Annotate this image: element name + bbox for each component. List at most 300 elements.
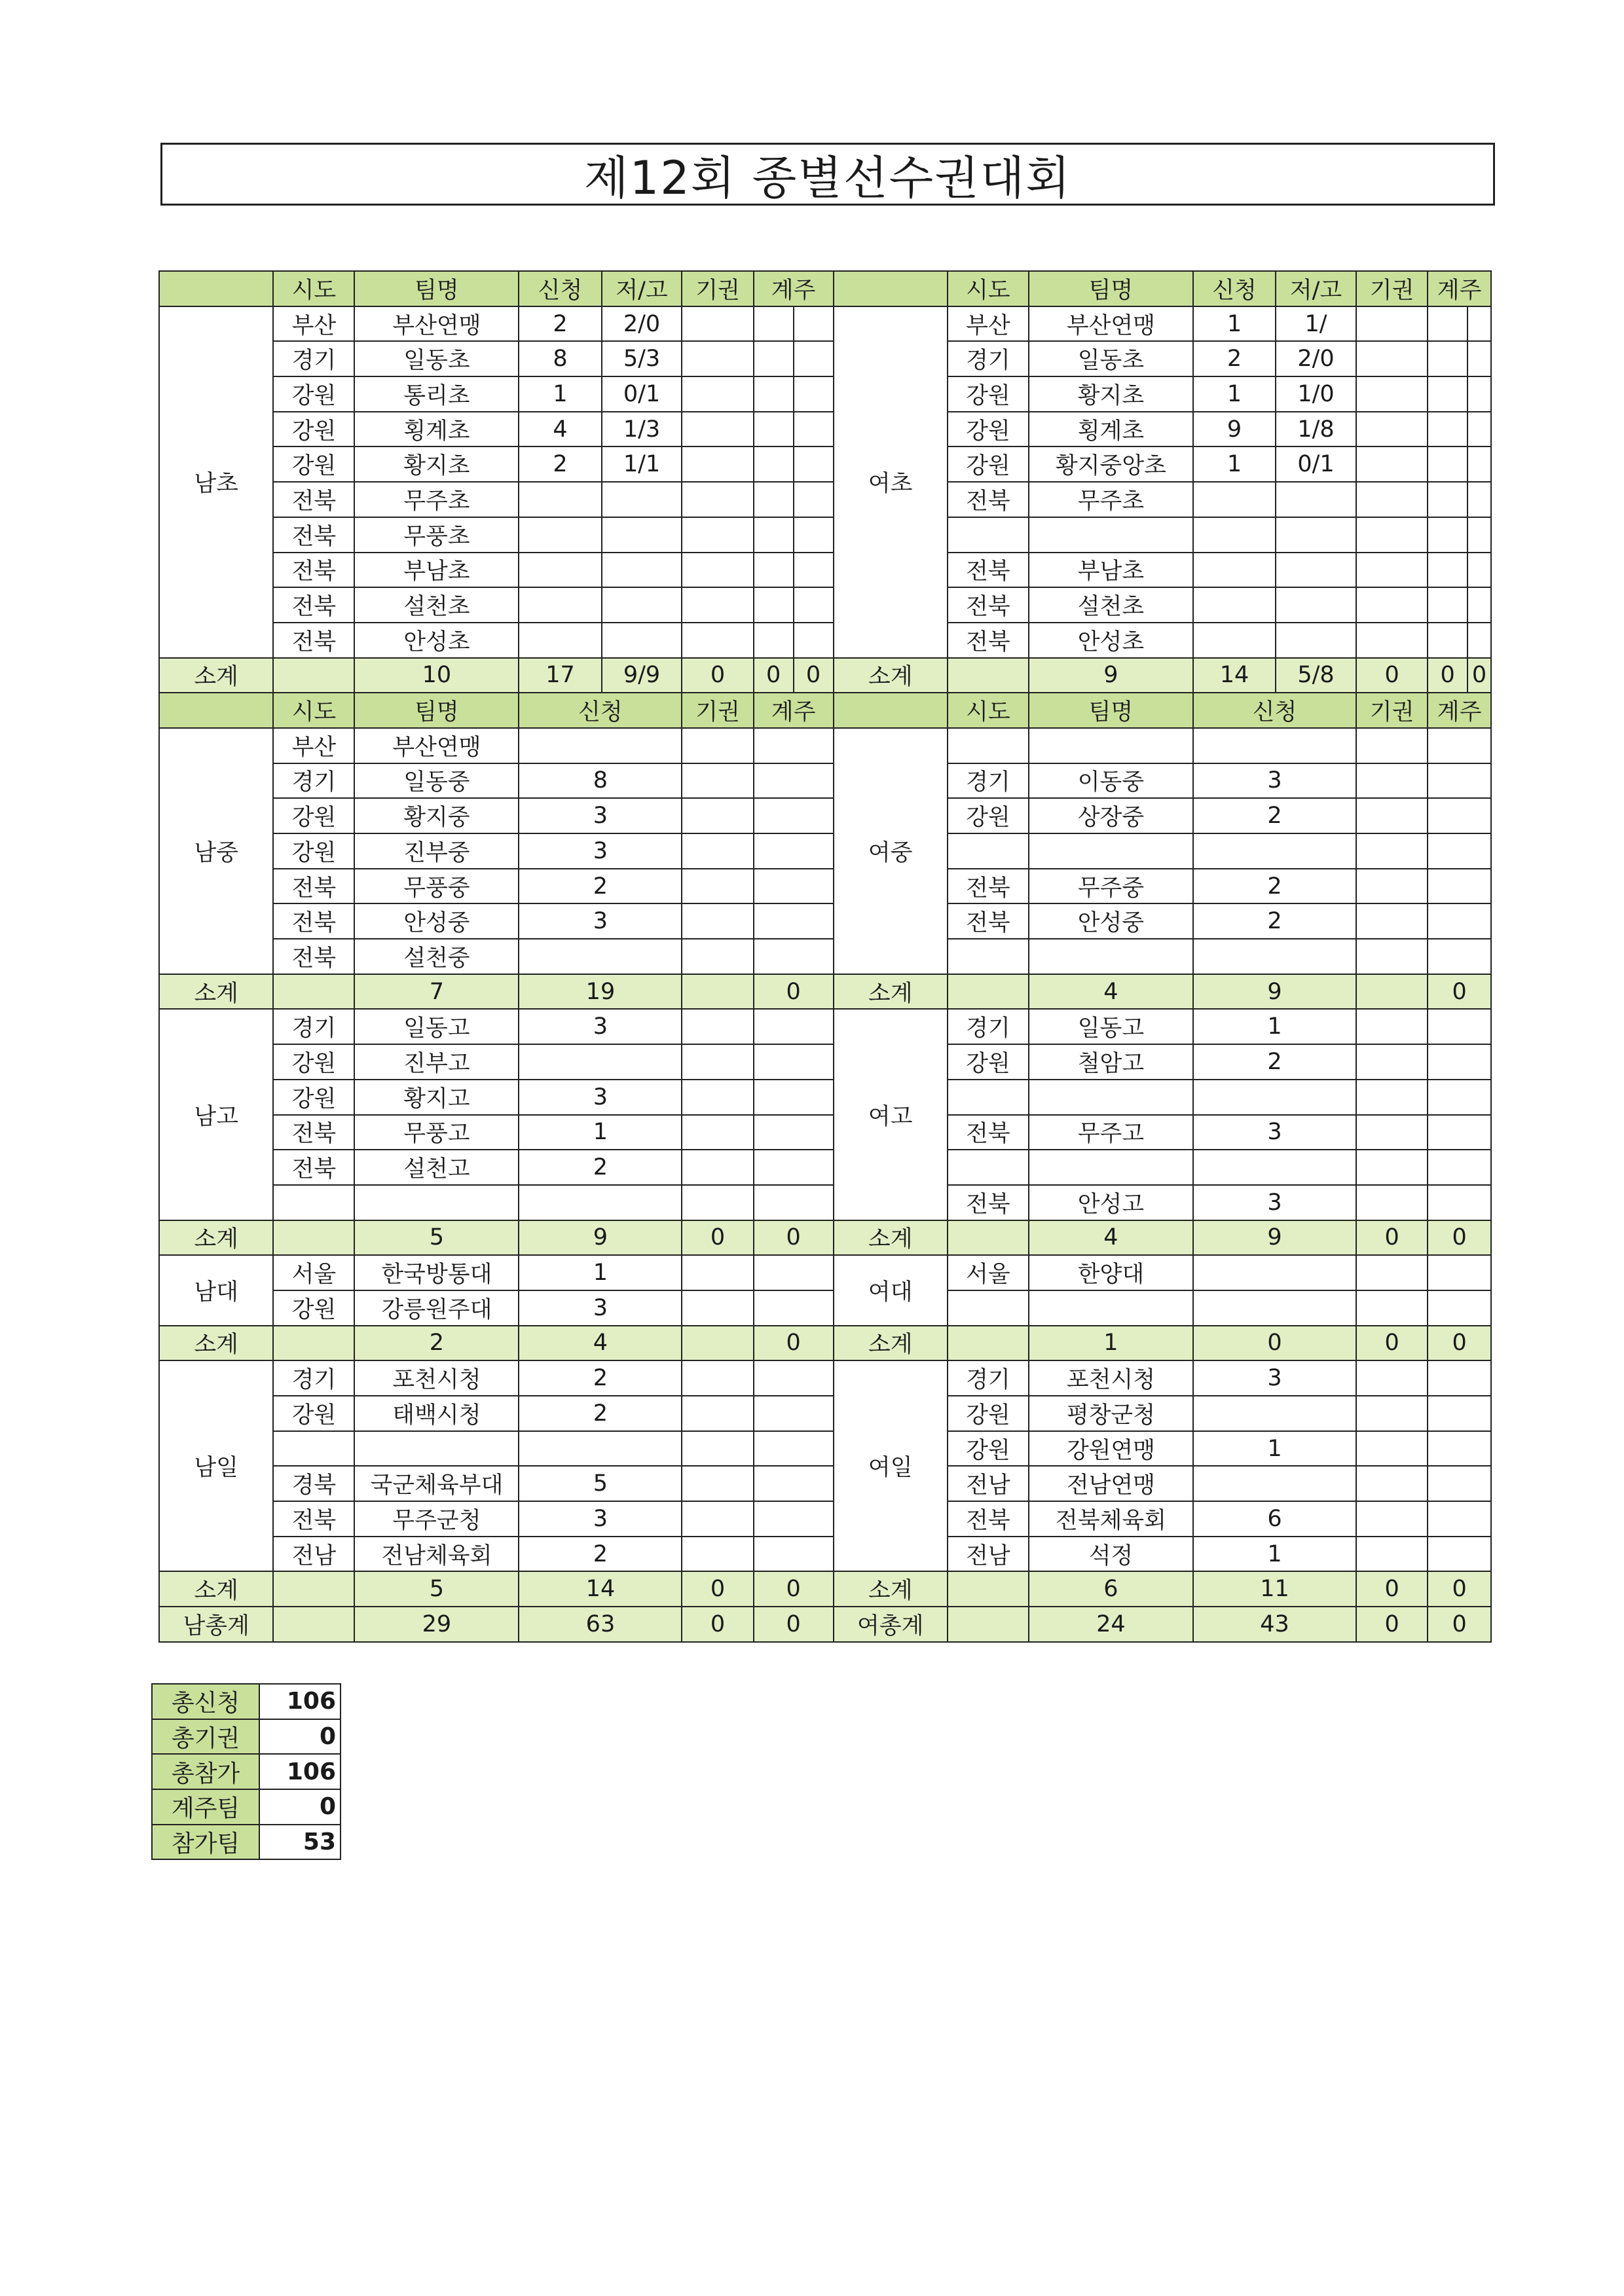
cell-team: 부산연맹: [354, 306, 519, 342]
cell-sido: 강원: [948, 1431, 1029, 1467]
cell-apply: [519, 1431, 682, 1467]
cell-ratio: [1276, 482, 1356, 517]
cell-apply: 1: [1193, 1537, 1356, 1572]
cell-team: 평창군청: [1029, 1396, 1193, 1431]
cell-forfeit: [682, 728, 753, 763]
table-row: [159, 903, 1491, 939]
cell-apply: [1193, 1150, 1356, 1185]
table-row: [159, 341, 1491, 376]
cell-sido: 전북: [948, 869, 1029, 904]
cell-forfeit: [682, 1396, 753, 1431]
cell-team: 부산연맹: [1029, 306, 1193, 342]
table-row: [159, 1431, 1491, 1467]
cell-sido: 전남: [948, 1466, 1029, 1501]
cell-forfeit: [682, 446, 753, 482]
table-row: [159, 412, 1491, 447]
cell-relay: [754, 939, 834, 974]
cell-ratio: 2/0: [1276, 341, 1356, 376]
cell-apply: 2: [1193, 798, 1356, 833]
subtotal-row: [159, 1326, 1491, 1361]
cell-team: 7: [354, 974, 519, 1010]
summary-key: 총참가: [152, 1754, 259, 1789]
cell-relay: 0: [1428, 1571, 1491, 1607]
cell-forfeit: [682, 763, 753, 799]
cell-apply: 3: [1193, 1185, 1356, 1220]
cell-relay: [754, 1537, 834, 1572]
cell-relay-b: [1467, 623, 1491, 658]
cell-relay: [754, 1009, 834, 1044]
cell-sido: 강원: [948, 798, 1029, 833]
cell-ratio: [1276, 553, 1356, 588]
cell-apply: [1193, 728, 1356, 763]
cell-forfeit: 0: [1356, 1571, 1428, 1607]
cell-relay: [1428, 1255, 1491, 1290]
cell-team: 포천시청: [354, 1360, 519, 1396]
cell-relay: [754, 341, 794, 376]
header-row: [159, 693, 1491, 728]
cell-team: 무풍고: [354, 1115, 519, 1150]
cell-relay-b: 0: [794, 658, 834, 693]
cell-sido: 경기: [273, 1009, 354, 1044]
cell-team: [1029, 939, 1193, 974]
cell-relay-b: [1467, 482, 1491, 517]
table-row: [159, 623, 1491, 658]
cell-relay: [754, 1080, 834, 1115]
cell-forfeit: [682, 1044, 753, 1080]
cell-relay: [1428, 482, 1467, 517]
cell-apply: 5: [519, 1466, 682, 1501]
cell-apply: [1193, 1396, 1356, 1431]
table-row: [159, 869, 1491, 904]
cell-sido: [273, 1607, 354, 1642]
header-relay: 계주: [1428, 271, 1491, 306]
cell-apply: 9: [519, 1220, 682, 1256]
cell-relay-b: [794, 446, 834, 482]
table-row: [159, 1396, 1491, 1431]
cell-forfeit: [682, 939, 753, 974]
cell-forfeit: [1356, 553, 1428, 588]
cell-relay: 0: [754, 1220, 834, 1256]
cell-apply: 9: [1193, 1220, 1356, 1256]
summary-value: 106: [259, 1684, 341, 1719]
cell-forfeit: [1356, 833, 1428, 869]
cell-team: 6: [1029, 1571, 1193, 1607]
header-relay: 계주: [754, 271, 834, 306]
cell-sido: 강원: [948, 1396, 1029, 1431]
header-team: 팀명: [1029, 693, 1193, 728]
cell-sido: 전북: [273, 587, 354, 623]
cell-sido: 강원: [948, 1044, 1029, 1080]
header-apply: 신청: [1193, 693, 1356, 728]
cell-forfeit: [1356, 1290, 1428, 1326]
cell-forfeit: [1356, 1044, 1428, 1080]
cell-apply: 2: [519, 1396, 682, 1431]
cell-team: 안성초: [354, 623, 519, 658]
category-label: 여대: [834, 1255, 948, 1325]
cell-sido: 강원: [948, 446, 1029, 482]
cell-forfeit: [1356, 341, 1428, 376]
subtotal-label: 소계: [159, 974, 273, 1010]
cell-forfeit: [1356, 974, 1428, 1010]
summary-value: 0: [259, 1789, 341, 1825]
cell-relay: [1428, 306, 1467, 342]
cell-team: 부남초: [354, 553, 519, 588]
table-row: [159, 1466, 1491, 1501]
cell-ratio: 0/1: [1276, 446, 1356, 482]
cell-team: 황지초: [1029, 376, 1193, 412]
summary-value: 53: [259, 1825, 341, 1860]
cell-sido: 강원: [273, 376, 354, 412]
cell-forfeit: [1356, 869, 1428, 904]
cell-apply: 2: [519, 446, 601, 482]
cell-forfeit: [1356, 1185, 1428, 1220]
cell-team: 전남연맹: [1029, 1466, 1193, 1501]
cell-ratio: 5/8: [1276, 658, 1356, 693]
cell-forfeit: [682, 869, 753, 904]
header-sido: 시도: [273, 271, 354, 306]
cell-forfeit: [682, 341, 753, 376]
cell-ratio: [602, 623, 682, 658]
cell-sido: 전남: [273, 1537, 354, 1572]
summary-value: 106: [259, 1754, 341, 1789]
cell-sido: [948, 1571, 1029, 1607]
cell-sido: [948, 1150, 1029, 1185]
cell-apply: 2: [1193, 869, 1356, 904]
cell-team: 상장중: [1029, 798, 1193, 833]
cell-forfeit: [682, 833, 753, 869]
cell-sido: 부산: [273, 728, 354, 763]
table-row: [159, 939, 1491, 974]
cell-forfeit: [682, 1255, 753, 1290]
cell-forfeit: [682, 553, 753, 588]
cell-relay: 0: [754, 1326, 834, 1361]
cell-forfeit: [1356, 623, 1428, 658]
cell-forfeit: [682, 974, 753, 1010]
cell-team: 4: [1029, 974, 1193, 1010]
cell-relay-b: [794, 341, 834, 376]
cell-sido: 서울: [273, 1255, 354, 1290]
summary-key: 계주팀: [152, 1789, 259, 1825]
cell-ratio: 1/1: [602, 446, 682, 482]
header-ratio: 저/고: [602, 271, 682, 306]
cell-relay: [1428, 833, 1491, 869]
cell-forfeit: [1356, 1255, 1428, 1290]
cell-team: 무풍초: [354, 517, 519, 553]
cell-apply: 3: [1193, 763, 1356, 799]
title-text: 제12회 종별선수권대회: [584, 151, 1071, 205]
cell-relay: [754, 798, 834, 833]
cell-relay: 0: [754, 1607, 834, 1642]
cell-ratio: 5/3: [602, 341, 682, 376]
cell-relay: 0: [754, 974, 834, 1010]
cell-forfeit: [1356, 1080, 1428, 1115]
cell-relay: [1428, 623, 1467, 658]
header-team: 팀명: [354, 271, 519, 306]
cell-relay: [754, 1396, 834, 1431]
cell-apply: 3: [519, 1009, 682, 1044]
summary-row: [152, 1789, 341, 1825]
cell-relay: [1428, 1431, 1491, 1467]
cell-team: 횡계초: [354, 412, 519, 447]
cell-team: 부산연맹: [354, 728, 519, 763]
cell-apply: 17: [519, 658, 601, 693]
cell-relay: 0: [754, 1571, 834, 1607]
cell-ratio: [1276, 587, 1356, 623]
cell-relay: [754, 728, 834, 763]
cell-sido: [948, 517, 1029, 553]
subtotal-label: 소계: [834, 1571, 948, 1607]
table-row: [159, 376, 1491, 412]
cell-forfeit: [682, 306, 753, 342]
table-row: [159, 587, 1491, 623]
summary-key: 참가팀: [152, 1825, 259, 1860]
cell-relay: [754, 1115, 834, 1150]
cell-apply: 3: [519, 833, 682, 869]
cell-sido: [273, 1571, 354, 1607]
cell-team: 5: [354, 1571, 519, 1607]
cell-apply: 11: [1193, 1571, 1356, 1607]
cell-apply: [1193, 833, 1356, 869]
cell-team: [1029, 517, 1193, 553]
cell-sido: 경기: [948, 1009, 1029, 1044]
cell-relay: [1428, 1290, 1491, 1326]
cell-team: 전남체육회: [354, 1537, 519, 1572]
cell-apply: [1193, 553, 1276, 588]
cell-team: 진부중: [354, 833, 519, 869]
table-row: [159, 306, 1491, 342]
cell-team: 일동고: [1029, 1009, 1193, 1044]
cell-forfeit: 0: [682, 1571, 753, 1607]
cell-forfeit: [1356, 1466, 1428, 1501]
cell-team: 무주고: [1029, 1115, 1193, 1150]
cell-sido: 전북: [948, 482, 1029, 517]
cell-forfeit: [1356, 1396, 1428, 1431]
cell-sido: [273, 1431, 354, 1467]
subtotal-label: 소계: [834, 1220, 948, 1256]
cell-sido: [273, 974, 354, 1010]
cell-sido: [948, 1220, 1029, 1256]
cell-apply: 1: [1193, 376, 1276, 412]
cell-ratio: 1/0: [1276, 376, 1356, 412]
header-sido: 시도: [273, 693, 354, 728]
cell-apply: 3: [519, 798, 682, 833]
subtotal-label: 소계: [159, 658, 273, 693]
cell-relay: [1428, 412, 1467, 447]
cell-sido: 전북: [948, 1501, 1029, 1537]
cell-team: 안성초: [1029, 623, 1193, 658]
cell-relay: [1428, 903, 1491, 939]
cell-relay: [1428, 376, 1467, 412]
cell-apply: [519, 728, 682, 763]
cell-sido: 경기: [273, 763, 354, 799]
cell-relay: [1428, 1537, 1491, 1572]
summary-row: [152, 1684, 341, 1719]
header-forfeit: 기권: [1356, 693, 1428, 728]
cell-sido: 부산: [273, 306, 354, 342]
header-relay: 계주: [1428, 693, 1491, 728]
cell-ratio: [602, 482, 682, 517]
cell-apply: [1193, 939, 1356, 974]
cell-forfeit: [1356, 763, 1428, 799]
cell-team: [1029, 833, 1193, 869]
cell-apply: 1: [1193, 446, 1276, 482]
cell-ratio: [1276, 623, 1356, 658]
cell-team: 부남초: [1029, 553, 1193, 588]
cell-team: 황지중앙초: [1029, 446, 1193, 482]
cell-sido: 강원: [273, 1290, 354, 1326]
cell-relay: 0: [1428, 1607, 1491, 1642]
cell-sido: [948, 939, 1029, 974]
cell-relay: [1428, 1080, 1491, 1115]
cell-team: 황지초: [354, 446, 519, 482]
total-label: 남총계: [159, 1607, 273, 1642]
cell-apply: 2: [519, 1150, 682, 1185]
cell-forfeit: [682, 798, 753, 833]
cell-relay: [1428, 1360, 1491, 1396]
cell-ratio: 2/0: [602, 306, 682, 342]
cell-relay: [1428, 446, 1467, 482]
table-row: [159, 728, 1491, 763]
cell-sido: 전북: [273, 939, 354, 974]
cell-sido: 전북: [273, 623, 354, 658]
cell-apply: [1193, 482, 1276, 517]
cell-relay: [1428, 587, 1467, 623]
cell-team: 포천시청: [1029, 1360, 1193, 1396]
cell-sido: 서울: [948, 1255, 1029, 1290]
header-forfeit: 기권: [682, 271, 753, 306]
cell-apply: [1193, 1080, 1356, 1115]
cell-forfeit: [682, 623, 753, 658]
cell-relay: [1428, 1150, 1491, 1185]
summary-table: [151, 1683, 341, 1860]
cell-relay-b: [794, 623, 834, 658]
cell-relay-b: [1467, 376, 1491, 412]
cell-apply: 0: [1193, 1326, 1356, 1361]
cell-sido: 강원: [273, 446, 354, 482]
cell-ratio: 1/8: [1276, 412, 1356, 447]
cell-relay-b: [1467, 341, 1491, 376]
cell-sido: [948, 1607, 1029, 1642]
cell-team: [1029, 728, 1193, 763]
cell-sido: [948, 1326, 1029, 1361]
cell-forfeit: [1356, 1431, 1428, 1467]
cell-apply: [519, 1044, 682, 1080]
cell-forfeit: [1356, 376, 1428, 412]
cell-team: 철암고: [1029, 1044, 1193, 1080]
cell-apply: 2: [1193, 903, 1356, 939]
cell-ratio: 1/: [1276, 306, 1356, 342]
cell-sido: [948, 658, 1029, 693]
subtotal-label: 소계: [834, 1326, 948, 1361]
cell-apply: 8: [519, 341, 601, 376]
cell-team: 4: [1029, 1220, 1193, 1256]
cell-relay: [1428, 517, 1467, 553]
cell-sido: [948, 833, 1029, 869]
cell-sido: [948, 728, 1029, 763]
cell-relay: [1428, 728, 1491, 763]
cell-forfeit: [1356, 446, 1428, 482]
cell-forfeit: 0: [1356, 658, 1428, 693]
cell-team: 일동초: [354, 341, 519, 376]
header-apply: 신청: [1193, 271, 1276, 306]
header-relay: 계주: [754, 693, 834, 728]
cell-relay-b: [1467, 517, 1491, 553]
cell-ratio: [602, 517, 682, 553]
cell-relay: [754, 1360, 834, 1396]
cell-relay: [754, 412, 794, 447]
cell-team: 2: [354, 1326, 519, 1361]
results-table: [158, 270, 1492, 1643]
cell-forfeit: [682, 1150, 753, 1185]
header-forfeit: 기권: [1356, 271, 1428, 306]
cell-apply: 1: [1193, 1009, 1356, 1044]
category-label: 여중: [834, 728, 948, 974]
cell-apply: 3: [519, 1501, 682, 1537]
cell-apply: 2: [519, 869, 682, 904]
cell-apply: 3: [519, 1290, 682, 1326]
cell-relay: [754, 763, 834, 799]
header-team: 팀명: [1029, 271, 1193, 306]
cell-apply: [1193, 623, 1276, 658]
cell-sido: 전북: [948, 553, 1029, 588]
cell-team: 설천고: [354, 1150, 519, 1185]
cell-forfeit: 0: [682, 658, 753, 693]
cell-apply: [519, 553, 601, 588]
cell-team: 무주초: [1029, 482, 1193, 517]
subtotal-row: [159, 658, 1491, 693]
cell-apply: 1: [519, 1255, 682, 1290]
cell-team: 한양대: [1029, 1255, 1193, 1290]
cell-relay: [1428, 553, 1467, 588]
cell-forfeit: [682, 1009, 753, 1044]
cell-relay: [754, 903, 834, 939]
cell-forfeit: 0: [682, 1220, 753, 1256]
cell-sido: 전북: [273, 1501, 354, 1537]
cell-relay: [1428, 1009, 1491, 1044]
cell-forfeit: 0: [1356, 1607, 1428, 1642]
cell-sido: 부산: [948, 306, 1029, 342]
cell-relay: [754, 1185, 834, 1220]
cell-apply: 1: [519, 376, 601, 412]
cell-relay: [1428, 1185, 1491, 1220]
cell-relay: [754, 587, 794, 623]
cell-relay: 0: [1428, 1220, 1491, 1256]
category-label: 여초: [834, 306, 948, 658]
subtotal-row: [159, 974, 1491, 1010]
cell-sido: 강원: [948, 376, 1029, 412]
cell-sido: 전북: [948, 1185, 1029, 1220]
cell-sido: 전북: [948, 903, 1029, 939]
cell-relay-b: 0: [1467, 658, 1491, 693]
cell-team: 황지중: [354, 798, 519, 833]
cell-team: 안성중: [1029, 903, 1193, 939]
cell-sido: 전북: [273, 1150, 354, 1185]
cell-sido: 강원: [273, 833, 354, 869]
cell-relay-b: [794, 553, 834, 588]
cell-sido: 강원: [948, 412, 1029, 447]
cell-relay: [1428, 763, 1491, 799]
cell-team: [354, 1185, 519, 1220]
cell-apply: [1193, 587, 1276, 623]
cell-apply: 2: [1193, 1044, 1356, 1080]
cell-relay: [1428, 1396, 1491, 1431]
table-row: [159, 1537, 1491, 1572]
cell-apply: 4: [519, 412, 601, 447]
cell-apply: 1: [1193, 1431, 1356, 1467]
cell-team: 이동중: [1029, 763, 1193, 799]
cell-sido: [948, 974, 1029, 1010]
cell-team: 강릉원주대: [354, 1290, 519, 1326]
